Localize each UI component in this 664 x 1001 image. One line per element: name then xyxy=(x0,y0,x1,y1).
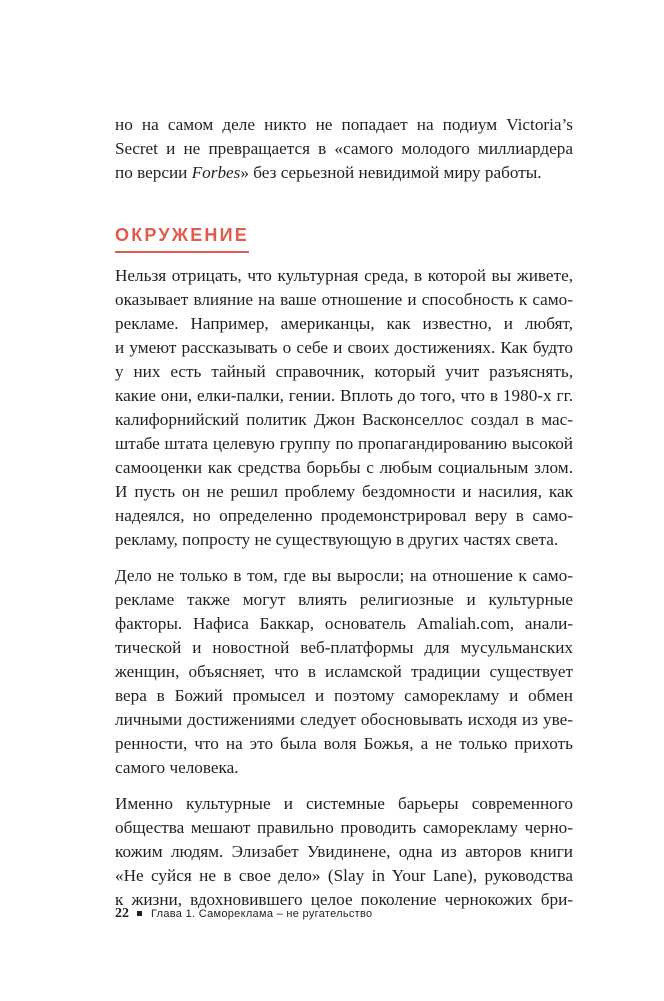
text-line: какие они, елки-палки, гении. Вплоть до того, что в 1980-х гг. xyxy=(115,386,573,405)
text-line: калифорнийский политик Джон Васконселлос создал в мас- xyxy=(115,410,573,429)
text-segment: по версии xyxy=(115,163,192,182)
text-line: факторы. Нафиса Баккар, основатель Amaliah.com, анали- xyxy=(115,614,573,633)
text-line: рекламе. Например, американцы, как известно, и любят, xyxy=(115,314,573,333)
text-line: ренности, что на это была воля Божья, а не только прихоть xyxy=(115,734,573,753)
text-line: к жизни, вдохновившего целое поколение чернокожих бри- xyxy=(115,890,573,909)
text-line: Нельзя отрицать, что культурная среда, в которой вы живете, xyxy=(115,266,573,285)
square-bullet-icon xyxy=(137,911,142,916)
text-line: и умеют рассказывать о себе и своих достижениях. Как будто xyxy=(115,338,573,357)
section-heading: ОКРУЖЕНИЕ xyxy=(115,222,249,253)
text-line: но на самом деле никто не попадает на подиум Victoria’s xyxy=(115,115,573,134)
page-number: 22 xyxy=(115,906,129,921)
text-line: у них есть тайный справочник, который учит разъяснять, xyxy=(115,362,573,381)
text-line: надеялся, но определенно продемонстрировал веру в само- xyxy=(115,506,573,525)
text-line: самооценки как средства борьбы с любым социальным злом. xyxy=(115,458,573,477)
italic-publication-name: Forbes xyxy=(191,163,241,182)
text-line: личными достижениями следует обосновывать исходя из уве- xyxy=(115,710,573,729)
text-line xyxy=(115,161,573,185)
text-line: рекламу, попросту не существующую в других частях света. xyxy=(115,530,559,549)
text-line: вера в Божий промысел и поэтому саморекламу и обмен xyxy=(115,686,573,705)
text-line: И пусть он не решил проблему бездомности и насилия, как xyxy=(115,482,573,501)
text-line: штабе штата целевую группу по пропагандированию высокой xyxy=(115,434,573,453)
text-line: кожим людям. Элизабет Увидинене, одна из авторов книги xyxy=(115,842,573,861)
text-line: женщин, объясняет, что в исламской традиции существует xyxy=(115,662,573,681)
text-segment: » без серьезной невидимой миру работы. xyxy=(240,163,542,182)
text-line: Именно культурные и системные барьеры современного xyxy=(115,794,573,813)
text-line: самого человека. xyxy=(115,758,239,777)
text-line: оказывает влияние на ваше отношение и способность к само- xyxy=(115,290,573,309)
page-footer xyxy=(115,906,372,922)
text-line: Дело не только в том, где вы выросли; на отношение к само- xyxy=(115,566,573,585)
text-line: «Не суйся не в свое дело» (Slay in Your Lane), руководства xyxy=(115,866,573,885)
text-line: тической и новостной веб-платформы для мусульманских xyxy=(115,638,573,657)
text-line: Secret и не превращается в «самого молодого миллиардера xyxy=(115,139,573,158)
chapter-title: Глава 1. Самореклама – не ругательство xyxy=(151,908,373,920)
text-line: общества мешают правильно проводить саморекламу черно- xyxy=(115,818,573,837)
text-line: рекламе также могут влиять религиозные и культурные xyxy=(115,590,573,609)
